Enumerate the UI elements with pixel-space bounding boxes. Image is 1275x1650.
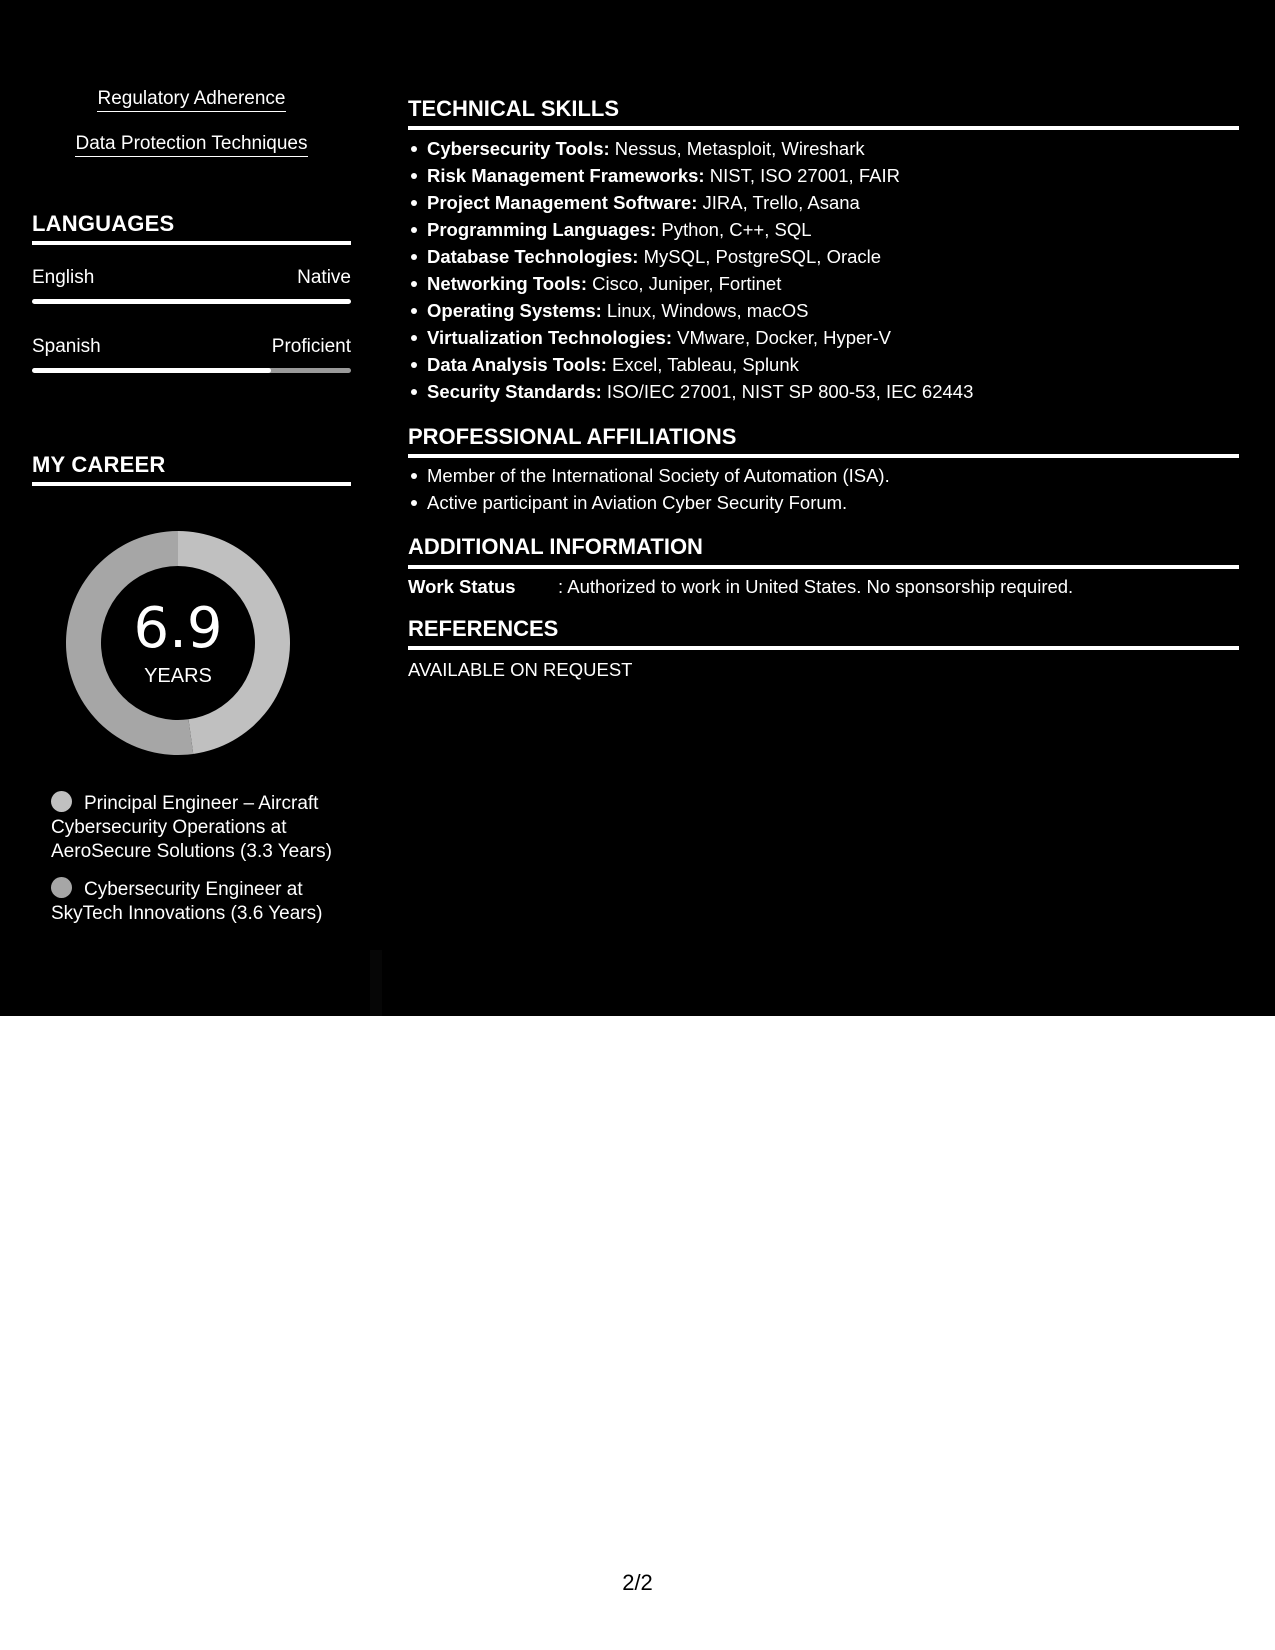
column-divider [370, 950, 382, 1016]
affiliation-item: Active participant in Aviation Cyber Security Forum. [427, 489, 1239, 516]
career-item [51, 791, 341, 864]
language-name: English [32, 267, 95, 288]
technical-skill-item [427, 324, 1239, 351]
technical-skill-label: Programming Languages: [427, 219, 657, 240]
technical-skill-label: Operating Systems: [427, 300, 602, 321]
language-proficiency-bar [32, 368, 351, 373]
technical-skill-value: ISO/IEC 27001, NIST SP 800-53, IEC 62443 [601, 381, 974, 402]
career-item [51, 877, 341, 926]
career-item-text: Cybersecurity Engineer at SkyTech Innovations (3.6 Years) [51, 879, 323, 924]
career-item-text: Principal Engineer – Aircraft Cybersecurity Operations at AeroSecure Solutions (3.3 Years) [51, 793, 332, 862]
language-proficiency-fill [32, 299, 351, 304]
technical-skill-item [427, 270, 1239, 297]
skill-item [32, 88, 351, 110]
language-row [32, 336, 351, 358]
skill-item-label: Data Protection Techniques [75, 133, 307, 157]
affiliations-heading: PROFESSIONAL AFFILIATIONS [408, 424, 737, 449]
career-total-unit: YEARS [144, 665, 212, 687]
language-proficiency-fill [32, 368, 271, 373]
affiliations-divider [408, 454, 1239, 458]
work-status-value: : Authorized to work in United States. No sponsorship required. [558, 576, 1074, 597]
technical-skill-label: Data Analysis Tools: [427, 354, 607, 375]
work-status-label: Work Status [408, 576, 516, 597]
career-legend-dot [51, 877, 72, 898]
references-text: AVAILABLE ON REQUEST [408, 659, 633, 680]
additional-info-divider [408, 565, 1239, 569]
technical-skill-value: NIST, ISO 27001, FAIR [704, 165, 900, 186]
technical-skill-item [427, 243, 1239, 270]
references-divider [408, 646, 1239, 650]
technical-skill-value: MySQL, PostgreSQL, Oracle [638, 246, 882, 267]
references-heading: REFERENCES [408, 616, 559, 641]
technical-skills-divider [408, 126, 1239, 130]
technical-skill-value: Excel, Tableau, Splunk [606, 354, 799, 375]
donut-center [66, 531, 290, 755]
career-heading: MY CAREER [32, 452, 166, 477]
language-name: Spanish [32, 336, 101, 357]
additional-info-heading: ADDITIONAL INFORMATION [408, 534, 703, 559]
technical-skill-value: Nessus, Metasploit, Wireshark [609, 138, 865, 159]
technical-skill-label: Networking Tools: [427, 273, 587, 294]
work-status-row [408, 576, 1073, 598]
technical-skill-label: Virtualization Technologies: [427, 327, 672, 348]
affiliation-item: Member of the International Society of Automation (ISA). [427, 462, 1239, 489]
technical-skill-item [427, 378, 1239, 405]
technical-skill-item [427, 135, 1239, 162]
skill-item-label: Regulatory Adherence [97, 88, 285, 112]
language-row [32, 267, 351, 289]
technical-skill-value: Cisco, Juniper, Fortinet [587, 273, 782, 294]
technical-skill-label: Security Standards: [427, 381, 602, 402]
technical-skill-item [427, 189, 1239, 216]
career-divider [32, 482, 351, 486]
languages-heading: LANGUAGES [32, 211, 175, 236]
affiliations-list [408, 462, 1239, 516]
technical-skills-heading: TECHNICAL SKILLS [408, 96, 620, 121]
technical-skill-value: Python, C++, SQL [656, 219, 812, 240]
technical-skill-item [427, 351, 1239, 378]
technical-skill-label: Cybersecurity Tools: [427, 138, 610, 159]
technical-skill-label: Project Management Software: [427, 192, 698, 213]
language-level: Proficient [271, 336, 351, 357]
skill-item [32, 133, 351, 155]
career-total-years: 6.9 [133, 596, 223, 661]
technical-skill-value: Linux, Windows, macOS [601, 300, 809, 321]
career-donut-chart [66, 531, 290, 755]
language-proficiency-bar [32, 299, 351, 304]
languages-divider [32, 241, 351, 245]
technical-skill-item [427, 162, 1239, 189]
career-legend-dot [51, 791, 72, 812]
technical-skills-list [408, 135, 1239, 405]
technical-skill-item [427, 216, 1239, 243]
technical-skill-item [427, 297, 1239, 324]
technical-skill-value: JIRA, Trello, Asana [697, 192, 860, 213]
page-number: 2/2 [622, 1570, 653, 1595]
language-level: Native [297, 267, 351, 288]
technical-skill-value: VMware, Docker, Hyper-V [671, 327, 891, 348]
technical-skill-label: Risk Management Frameworks: [427, 165, 705, 186]
technical-skill-label: Database Technologies: [427, 246, 639, 267]
